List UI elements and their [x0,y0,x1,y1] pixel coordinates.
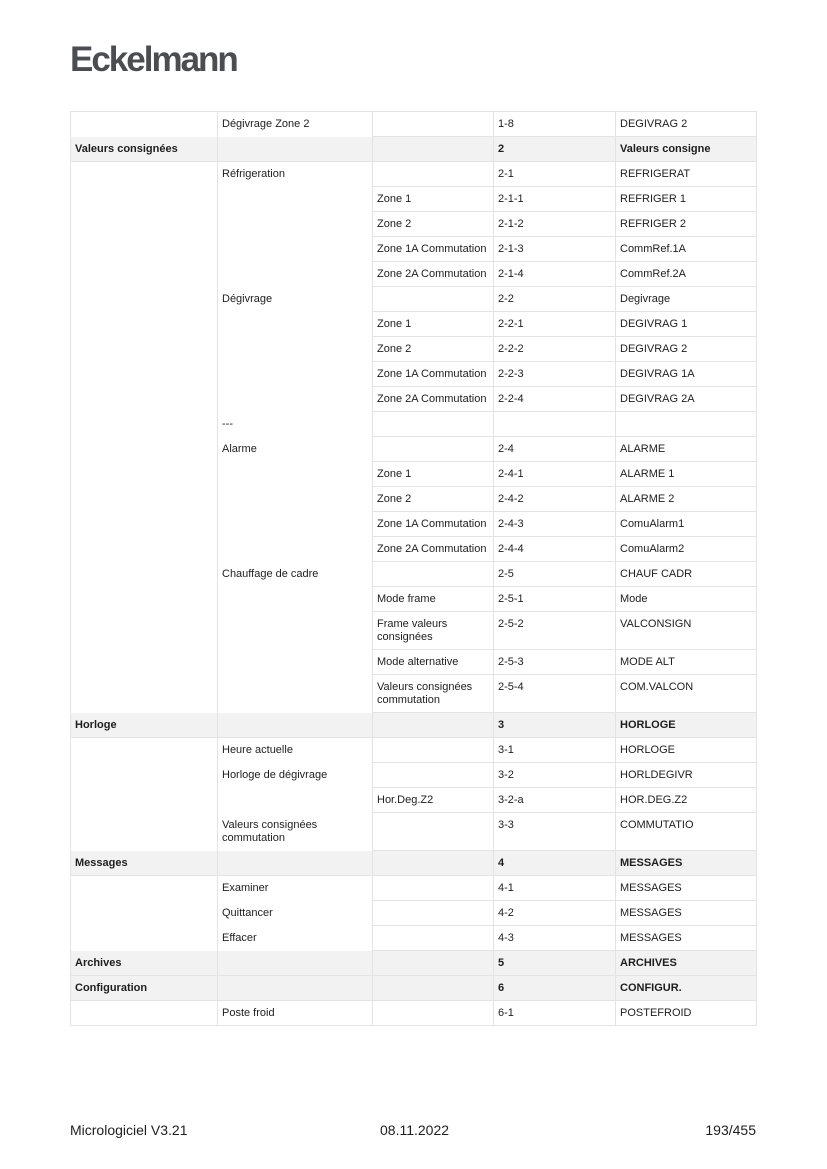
menu-level2-cell: Effacer [218,926,373,951]
menu-number-cell: 1-8 [494,112,616,137]
menu-level1-cell: Configuration [71,976,218,1001]
menu-level2-cell [218,337,373,362]
menu-level3-cell: Zone 1A Commutation [373,362,494,387]
menu-level2-cell [218,976,373,1001]
menu-level1-cell [71,813,218,851]
menu-level1-cell [71,537,218,562]
display-text-cell: Valeurs consigne [616,137,757,162]
menu-level2-cell [218,237,373,262]
menu-level3-cell [373,562,494,587]
table-row [71,537,757,562]
menu-level1-cell [71,487,218,512]
menu-level1-cell [71,237,218,262]
document-date: 08.11.2022 [380,1122,450,1138]
menu-level2-cell: Heure actuelle [218,738,373,763]
table-row [71,738,757,763]
table-row [71,587,757,612]
menu-level2-cell [218,137,373,162]
menu-number-cell: 2-4-1 [494,462,616,487]
firmware-version: Micrologiciel V3.21 [70,1122,188,1138]
menu-level1-cell [71,362,218,387]
table-row [71,976,757,1001]
menu-number-cell: 4-1 [494,876,616,901]
menu-number-cell: 2-5 [494,562,616,587]
table-row [71,1001,757,1026]
menu-level3-cell: Mode frame [373,587,494,612]
display-text-cell: MESSAGES [616,876,757,901]
table-row [71,112,757,137]
table-row [71,237,757,262]
menu-level3-cell [373,137,494,162]
menu-level2-cell [218,851,373,876]
menu-level2-cell [218,713,373,738]
display-text-cell: MESSAGES [616,851,757,876]
menu-level2-cell [218,387,373,412]
menu-level1-cell: Horloge [71,713,218,738]
display-text-cell: CommRef.1A [616,237,757,262]
menu-level3-cell [373,763,494,788]
menu-level2-cell [218,262,373,287]
display-text-cell: COMMUTATIO [616,813,757,851]
menu-number-cell: 6-1 [494,1001,616,1026]
table-row [71,562,757,587]
menu-level1-cell [71,187,218,212]
menu-level2-cell [218,487,373,512]
menu-level3-cell: Zone 2 [373,487,494,512]
menu-level3-cell [373,287,494,312]
menu-number-cell: 5 [494,951,616,976]
menu-level2-cell: Poste froid [218,1001,373,1026]
table-row [71,901,757,926]
menu-level1-cell [71,1001,218,1026]
menu-level2-cell: Dégivrage [218,287,373,312]
display-text-cell: POSTEFROID [616,1001,757,1026]
menu-level3-cell: Frame valeurs consignées [373,612,494,650]
menu-level1-cell [71,788,218,813]
display-text-cell: Mode [616,587,757,612]
menu-level3-cell [373,951,494,976]
menu-number-cell: 2-2-3 [494,362,616,387]
menu-table-body [71,112,757,1026]
menu-level3-cell [373,1001,494,1026]
eckelmann-logo: Eckelmann [70,40,237,79]
menu-level3-cell [373,926,494,951]
menu-level3-cell [373,437,494,462]
menu-level3-cell: Zone 2A Commutation [373,387,494,412]
menu-level2-cell [218,537,373,562]
table-row [71,437,757,462]
menu-level1-cell: Valeurs consignées [71,137,218,162]
table-row [71,287,757,312]
menu-level3-cell: Zone 2A Commutation [373,537,494,562]
table-row [71,926,757,951]
table-row [71,362,757,387]
menu-level1-cell [71,650,218,675]
table-row [71,713,757,738]
menu-level3-cell [373,851,494,876]
menu-level1-cell [71,437,218,462]
menu-level2-cell: Chauffage de cadre [218,562,373,587]
menu-number-cell: 3-3 [494,813,616,851]
menu-number-cell: 2-1-4 [494,262,616,287]
table-row [71,763,757,788]
menu-level3-cell: Valeurs consignées commutation [373,675,494,713]
display-text-cell: HORLDEGIVR [616,763,757,788]
display-text-cell: HOR.DEG.Z2 [616,788,757,813]
menu-level2-cell [218,512,373,537]
menu-level3-cell: Zone 1 [373,187,494,212]
menu-level2-cell [218,951,373,976]
menu-level3-cell: Zone 1A Commutation [373,237,494,262]
menu-structure-table [70,111,757,1026]
display-text-cell: DEGIVRAG 2A [616,387,757,412]
menu-level2-cell [218,788,373,813]
menu-number-cell: 6 [494,976,616,1001]
table-row [71,187,757,212]
display-text-cell: VALCONSIGN [616,612,757,650]
display-text-cell: CONFIGUR. [616,976,757,1001]
menu-level1-cell [71,162,218,187]
menu-level1-cell [71,212,218,237]
menu-level2-cell: Valeurs consignées commutation [218,813,373,851]
menu-level2-cell: --- [218,412,373,437]
menu-level3-cell: Mode alternative [373,650,494,675]
menu-number-cell: 3 [494,713,616,738]
menu-level1-cell: Messages [71,851,218,876]
menu-level1-cell [71,562,218,587]
table-row [71,162,757,187]
menu-number-cell: 2-2-1 [494,312,616,337]
table-row [71,462,757,487]
menu-number-cell: 3-2-a [494,788,616,813]
table-row [71,387,757,412]
table-row [71,876,757,901]
display-text-cell: MESSAGES [616,901,757,926]
display-text-cell: HORLOGE [616,738,757,763]
menu-level2-cell: Dégivrage Zone 2 [218,112,373,137]
menu-level1-cell [71,337,218,362]
menu-number-cell: 2-5-1 [494,587,616,612]
table-row [71,137,757,162]
menu-level3-cell [373,901,494,926]
menu-number-cell: 3-2 [494,763,616,788]
display-text-cell: ALARME [616,437,757,462]
display-text-cell: CHAUF CADR [616,562,757,587]
menu-level1-cell [71,262,218,287]
menu-level2-cell: Réfrigeration [218,162,373,187]
menu-level3-cell [373,976,494,1001]
menu-number-cell: 2 [494,137,616,162]
table-row [71,675,757,713]
menu-number-cell: 2-4-4 [494,537,616,562]
menu-level2-cell [218,587,373,612]
menu-number-cell: 2-5-4 [494,675,616,713]
menu-level3-cell: Zone 1 [373,462,494,487]
display-text-cell: ALARME 2 [616,487,757,512]
menu-level1-cell [71,876,218,901]
display-text-cell: MODE ALT [616,650,757,675]
table-row [71,262,757,287]
display-text-cell [616,412,757,437]
display-text-cell: COM.VALCON [616,675,757,713]
display-text-cell: HORLOGE [616,713,757,738]
table-row [71,212,757,237]
menu-number-cell: 4 [494,851,616,876]
menu-level1-cell [71,763,218,788]
display-text-cell: CommRef.2A [616,262,757,287]
table-row [71,951,757,976]
menu-number-cell: 2-4 [494,437,616,462]
menu-level1-cell [71,287,218,312]
menu-level3-cell [373,162,494,187]
menu-level3-cell [373,738,494,763]
menu-number-cell: 2-5-2 [494,612,616,650]
menu-number-cell: 2-2 [494,287,616,312]
table-row [71,412,757,437]
menu-level2-cell [218,212,373,237]
menu-level2-cell [218,312,373,337]
menu-level1-cell [71,312,218,337]
display-text-cell: ComuAlarm2 [616,537,757,562]
menu-level1-cell [71,612,218,650]
page-number: 193/455 [705,1122,756,1138]
display-text-cell: ARCHIVES [616,951,757,976]
menu-level3-cell [373,112,494,137]
menu-level2-cell [218,462,373,487]
menu-level3-cell: Zone 1 [373,312,494,337]
menu-level2-cell [218,612,373,650]
menu-number-cell: 4-2 [494,901,616,926]
menu-level2-cell [218,187,373,212]
menu-level1-cell [71,587,218,612]
menu-number-cell: 3-1 [494,738,616,763]
table-row [71,650,757,675]
menu-level1-cell [71,112,218,137]
display-text-cell: REFRIGER 1 [616,187,757,212]
menu-level3-cell: Zone 2A Commutation [373,262,494,287]
menu-number-cell: 2-1-1 [494,187,616,212]
menu-level3-cell: Zone 2 [373,212,494,237]
display-text-cell: REFRIGERAT [616,162,757,187]
menu-number-cell: 2-2-2 [494,337,616,362]
table-row [71,788,757,813]
display-text-cell: DEGIVRAG 1 [616,312,757,337]
table-row [71,312,757,337]
display-text-cell: REFRIGER 2 [616,212,757,237]
display-text-cell: Degivrage [616,287,757,312]
menu-number-cell: 2-4-3 [494,512,616,537]
menu-level2-cell: Alarme [218,437,373,462]
menu-level1-cell [71,901,218,926]
table-row [71,512,757,537]
menu-level1-cell [71,512,218,537]
menu-level3-cell [373,412,494,437]
table-row [71,612,757,650]
menu-number-cell: 2-1-2 [494,212,616,237]
menu-level2-cell: Horloge de dégivrage [218,763,373,788]
menu-level3-cell: Hor.Deg.Z2 [373,788,494,813]
table-row [71,337,757,362]
menu-level1-cell: Archives [71,951,218,976]
menu-level1-cell [71,387,218,412]
menu-level1-cell [71,462,218,487]
menu-level2-cell [218,362,373,387]
menu-level3-cell: Zone 2 [373,337,494,362]
table-row [71,851,757,876]
menu-level3-cell: Zone 1A Commutation [373,512,494,537]
menu-level1-cell [71,738,218,763]
menu-number-cell: 2-4-2 [494,487,616,512]
display-text-cell: ALARME 1 [616,462,757,487]
display-text-cell: MESSAGES [616,926,757,951]
menu-level2-cell: Examiner [218,876,373,901]
menu-number-cell: 4-3 [494,926,616,951]
menu-number-cell: 2-1-3 [494,237,616,262]
menu-level2-cell [218,650,373,675]
menu-level1-cell [71,926,218,951]
menu-level3-cell [373,713,494,738]
menu-level3-cell [373,813,494,851]
display-text-cell: DEGIVRAG 1A [616,362,757,387]
menu-number-cell [494,412,616,437]
display-text-cell: DEGIVRAG 2 [616,337,757,362]
display-text-cell: DEGIVRAG 2 [616,112,757,137]
menu-number-cell: 2-2-4 [494,387,616,412]
menu-number-cell: 2-1 [494,162,616,187]
menu-number-cell: 2-5-3 [494,650,616,675]
menu-level1-cell [71,412,218,437]
table-row [71,487,757,512]
display-text-cell: ComuAlarm1 [616,512,757,537]
menu-level3-cell [373,876,494,901]
menu-level2-cell: Quittancer [218,901,373,926]
menu-level2-cell [218,675,373,713]
table-row [71,813,757,851]
menu-level1-cell [71,675,218,713]
